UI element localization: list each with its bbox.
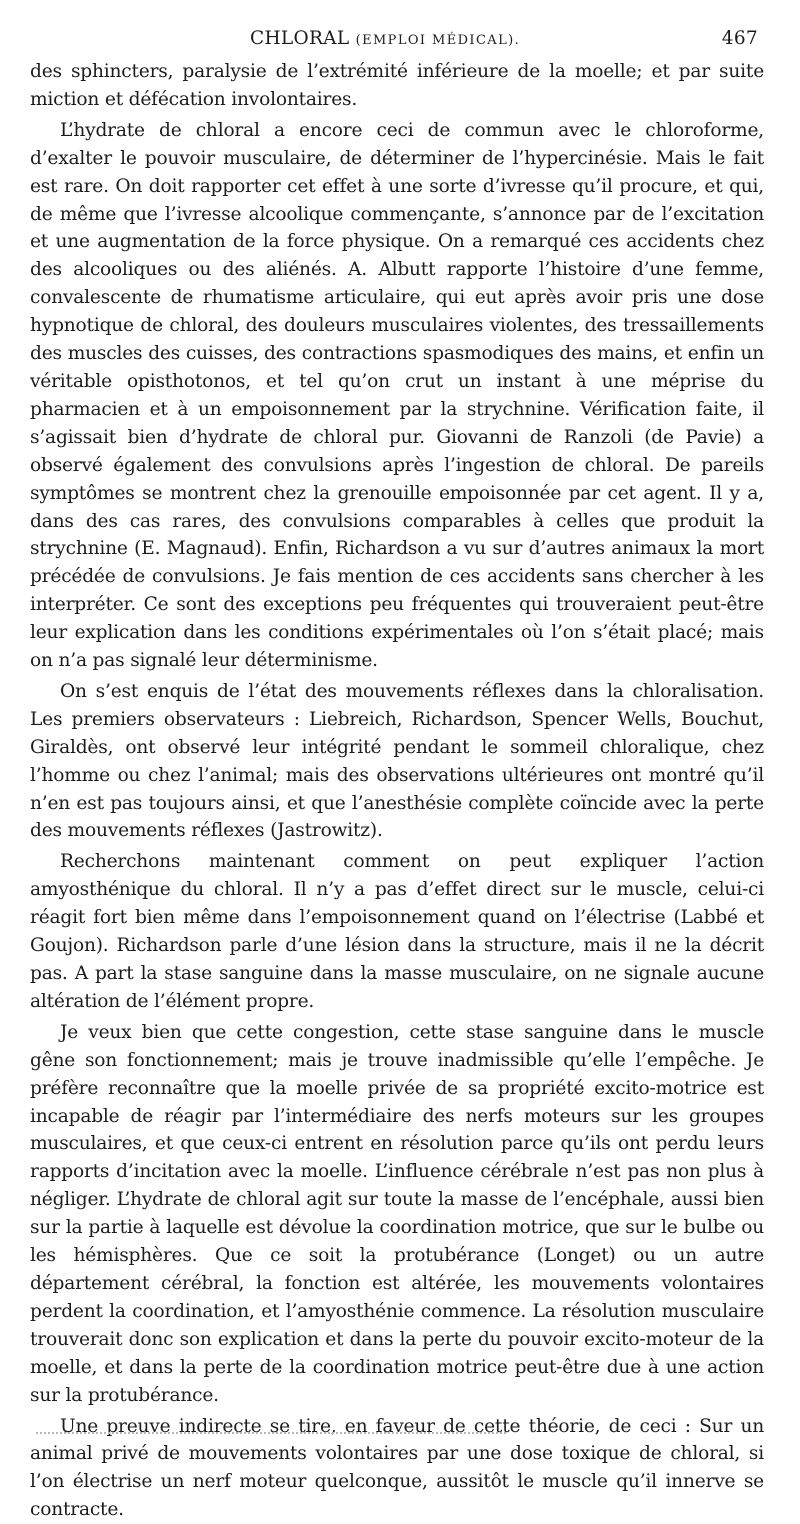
running-title [250,28,520,49]
paragraph: On s’est enquis de l’état des mouvements réflexes dans la chloralisation. Les premiers observateurs : Liebreich, Richardson, Spencer Wells, Bouchut, Giraldès, ont observé leur intégrité pendant le sommeil chloralique, chez l’homme ou chez l’animal; mais des observations ultérieures ont montré qu’il n’en est pas toujours ainsi, et que l’anesthésie complète coïncide avec la perte des mouvements réflexes (Jastrowitz). [30,678,764,845]
bottom-dotted-rule [36,1432,506,1434]
paragraph: L’hydrate de chloral a encore ceci de commun avec le chloroforme, d’exalter le pouvoir musculaire, de déterminer de l’hypercinésie. Mais le fait est rare. On doit rapporter cet effet à une sorte d’ivresse qu’il procure, et qui, de même que l’ivresse alcoolique commençante, s’annonce par de l’excitation et une augmentation de la force physique. On a remarqué ces accidents chez des alcooliques ou des aliénés. A. Albutt rapporte l’histoire d’une femme, convalescente de rhumatisme articulaire, qui eut après avoir pris une dose hypnotique de chloral, des douleurs musculaires violentes, des tressaillements des muscles des cuisses, des contractions spasmodiques des mains, et enfin un véritable opisthotonos, et tel qu’on crut un instant à une méprise du pharmacien et à un empoisonnement par la strychnine. Vérification faite, il s’agissait bien d’hydrate de chloral pur. Giovanni de Ranzoli (de Pavie) a observé également des convulsions après l’ingestion de chloral. De pareils symptômes se montrent chez la grenouille empoisonnée par cet agent. Il y a, dans des cas rares, des convulsions comparables à celles que produit la strychnine (E. Magnaud). Enfin, Richardson a vu sur d’autres animaux la mort précédée de convulsions. Je fais mention de ces accidents sans chercher à les interpréter. Ce sont des exceptions peu fréquentes qui trouveraient peut-être leur explication dans les conditions expérimentales où l’on s’était placé; mais on n’a pas signalé leur déterminisme. [30,117,764,675]
book-page [30,28,764,1524]
paragraph: Je veux bien que cette congestion, cette stase sanguine dans le muscle gêne son fonctionnement; mais je trouve inadmissible qu’elle l’empêche. Je préfère reconnaître que la moelle privée de sa propriété excito-motrice est incapable de réagir par l’intermédiaire des nerfs moteurs sur les groupes musculaires, et que ceux-ci entrent en résolution parce qu’ils ont perdu leurs rapports d’incitation avec la moelle. L’influence cérébrale n’est pas non plus à négliger. L’hydrate de chloral agit sur toute la masse de l’encéphale, aussi bien sur la partie à laquelle est dévolue la coordination motrice, que sur le bulbe ou les hémisphères. Que ce soit la protubérance (Longet) ou un autre département cérébral, la fonction est altérée, les mouvements volontaires perdent la coordination, et l’amyosthénie commence. La résolution musculaire trouverait donc son explication et dans la perte du pouvoir excito-moteur de la moelle, et dans la perte de la coordination motrice peut-être due à une action sur la protubérance. [30,1019,764,1410]
running-header [30,28,764,58]
paragraph-continued: des sphincters, paralysie de l’extrémité inférieure de la moelle; et par suite miction et défécation involontaires. [30,58,764,114]
page-number: 467 [722,28,758,49]
running-title-main: CHLORAL [250,28,349,49]
page-body [30,58,764,1524]
running-title-subtitle: (EMPLOI MÉDICAL). [356,33,521,48]
paragraph: Une preuve indirecte se tire, en faveur de cette théorie, de ceci : Sur un animal privé de mouvements volontaires par une dose toxique de chloral, si l’on électrise un nerf moteur quelconque, aussitôt le muscle qu’il innerve se contracte. [30,1413,764,1524]
paragraph: Recherchons maintenant comment on peut expliquer l’action amyosthénique du chloral. Il n’y a pas d’effet direct sur le muscle, celui-ci réagit fort bien même dans l’empoisonnement quand on l’électrise (Labbé et Goujon). Richardson parle d’une lésion dans la structure, mais il ne la décrit pas. A part la stase sanguine dans la masse musculaire, on ne signale aucune altération de l’élément propre. [30,848,764,1015]
